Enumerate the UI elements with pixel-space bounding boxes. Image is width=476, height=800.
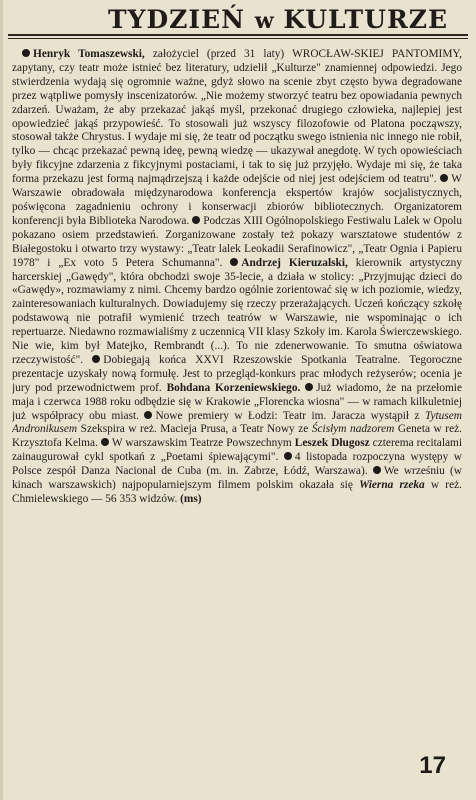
article-text: założyciel (przed 31 laty) WROCŁAW-SKIEJ PANTOMIMY, zapytany, czy teatr może istnieć bez literatury, udzielił „Kulturze" znamiennej odpowiedzi. Jego stwierdzenia wydają się ogromnie ważne, gdyż słowo na scenie zbyt często bywa degradowane przez wątpliwe pomysły inscenizatorów. „Nie możemy stworzyć teatru bez opowiadania pewnych zdarzeń. Uważam, że aby przekazać jakąś myśl, przekonać drugiego człowieka, najlepiej jest opowiedzieć jakąś przypowieść. To stosowali już wszyscy filozofowie od Platona począwszy, stosował także Chrystus. I wydaje mi się, że teatr od początku swego istnienia nic innego nie robił, tylko — chcąc przekazać pewną ideę, pewną wiedzę — ukazywał anegdotę. W tych opowieściach były fikcyjne zdarzenia z fikcyjnymi postaciami, i tak to się już przyjęło. Wydaje mi się, że taka forma przekazu jest formą najmądrzejszą i każde odejście od niej jest odejściem od teatru". xyxy=(12,48,462,186)
header-rule-thin xyxy=(8,38,468,39)
page-number: 17 xyxy=(419,752,446,779)
section-title-word-3: KULTURZE xyxy=(283,5,449,34)
article-text: w reż. Chmielewskiego — 56 353 widzów. xyxy=(12,479,462,505)
section-title xyxy=(108,2,449,38)
bullet-icon xyxy=(144,411,152,419)
bullet-icon xyxy=(230,258,238,266)
article-text: Dobiegają końca XXVI Rzeszowskie Spotkania Teatralne. Tegoroczne prezentacje uzyskały nową formułę. Jest to przegląd-konkurs prac młodych reżyserów; ocenia je jury pod przewodnictwem prof. xyxy=(12,353,462,394)
italic-title: Tytusem Andronikusem xyxy=(12,409,462,436)
bold-name: Henryk Tomaszewski, xyxy=(33,48,145,60)
article-text: Szekspira w reż. Macieja Prusa, a Teatr Nowy ze xyxy=(77,423,312,436)
bullet-icon xyxy=(22,49,30,57)
article-text: Geneta w reż. Krzysztofa Kelma. xyxy=(12,423,462,450)
bold-name: Leszek Długosz xyxy=(294,437,370,450)
article-text: 4 listopada rozpoczyna występy w Polsce zespół Danza Nacional de Cuba (m. in. Zabrze, Łódź, Warszawa). xyxy=(12,451,462,478)
article-text: W warszawskim Teatrze Powszechnym xyxy=(111,437,295,450)
article-text: Podczas XIII Ogólnopolskiego Festiwalu Lalek w Opolu pokazano osiem przedstawień. Zorganizowane zostały też pokazy warsztatowe studentów z Białegostoku i otwarto trzy wystawy: „Teatr lalek Leokadii Serafinowicz", „Teatr Ognia i Papieru 1978" i „Ex voto 5 Petera Schumanna". xyxy=(12,214,462,269)
bold-name: Bohdana Korzeniewskiego. xyxy=(166,381,301,394)
article-text: Już wiadomo, że na przełomie maja i czerwca 1988 roku odbędzie się w Krakowie „Florencka wiosna" — w ramach kilkuletniej już współpracy obu miast. xyxy=(12,381,462,422)
article-text: czterema recitalami zainaugurował cykl spotkań z „Poetami śpiewającymi". xyxy=(12,437,462,464)
section-title-word-1: TYDZIEŃ xyxy=(108,5,245,34)
bullet-icon xyxy=(192,216,200,224)
bullet-icon xyxy=(440,174,448,182)
article-text: Nowe premiery w Łodzi: Teatr im. Jaracza wystąpił z xyxy=(155,409,426,422)
bullet-icon xyxy=(284,452,292,460)
article-paragraph xyxy=(12,48,462,507)
bullet-icon xyxy=(305,383,313,391)
bullet-icon xyxy=(92,355,100,363)
header-rule-thick xyxy=(8,34,468,36)
italic-title: Wierna rzeka xyxy=(359,479,425,492)
article-text: W Warszawie obradowała międzynarodowa konferencja ekspertów krajów socjalistycznych, poświęcona zagadnieniu ochrony i konserwacji zbiorów bibliotecznych. Organizatorem konferencji była Biblioteka Narodowa. xyxy=(12,173,462,227)
article-column xyxy=(12,48,462,778)
bullet-icon xyxy=(373,466,381,474)
bullet-icon xyxy=(101,438,109,446)
bold-name: Andrzej Kieruzalski, xyxy=(241,256,348,269)
italic-title: Ścisłym nadzorem xyxy=(311,423,395,436)
section-title-word-2: w xyxy=(254,8,274,34)
page-edge xyxy=(0,0,3,800)
article-text: kierownik artystyczny harcerskiej „Gawędy", która obchodzi swoje 35-lecie, a działa w stolicy: „Przyjmując dzieci do «Gawędy», rozmawiamy z nimi. Chcemy bardzo ogólnie zorientować się w ich poziomie, wiedzy, zainteresowaniach kulturalnych. Dowiadujemy się rzeczy przerażających. Uczeń kończący szkołę podstawową nie potrafił wymienić trzech teatrów w Warszawie, nie wspominając o ich repertuarze. Niedawno rozmawialiśmy z uczennicą VII klasy Szkoły im. Karola Świerczewskiego. Nie wie, kim był Matejko, Rembrandt (...). To nie zdenerwowanie. To smutna oświatowa rzeczywistość". xyxy=(12,256,462,366)
bold-name: (ms) xyxy=(180,493,202,505)
article-text: We wrześniu (w kinach warszawskich) najpopularniejszym filmem polskim okazała się xyxy=(12,465,462,492)
